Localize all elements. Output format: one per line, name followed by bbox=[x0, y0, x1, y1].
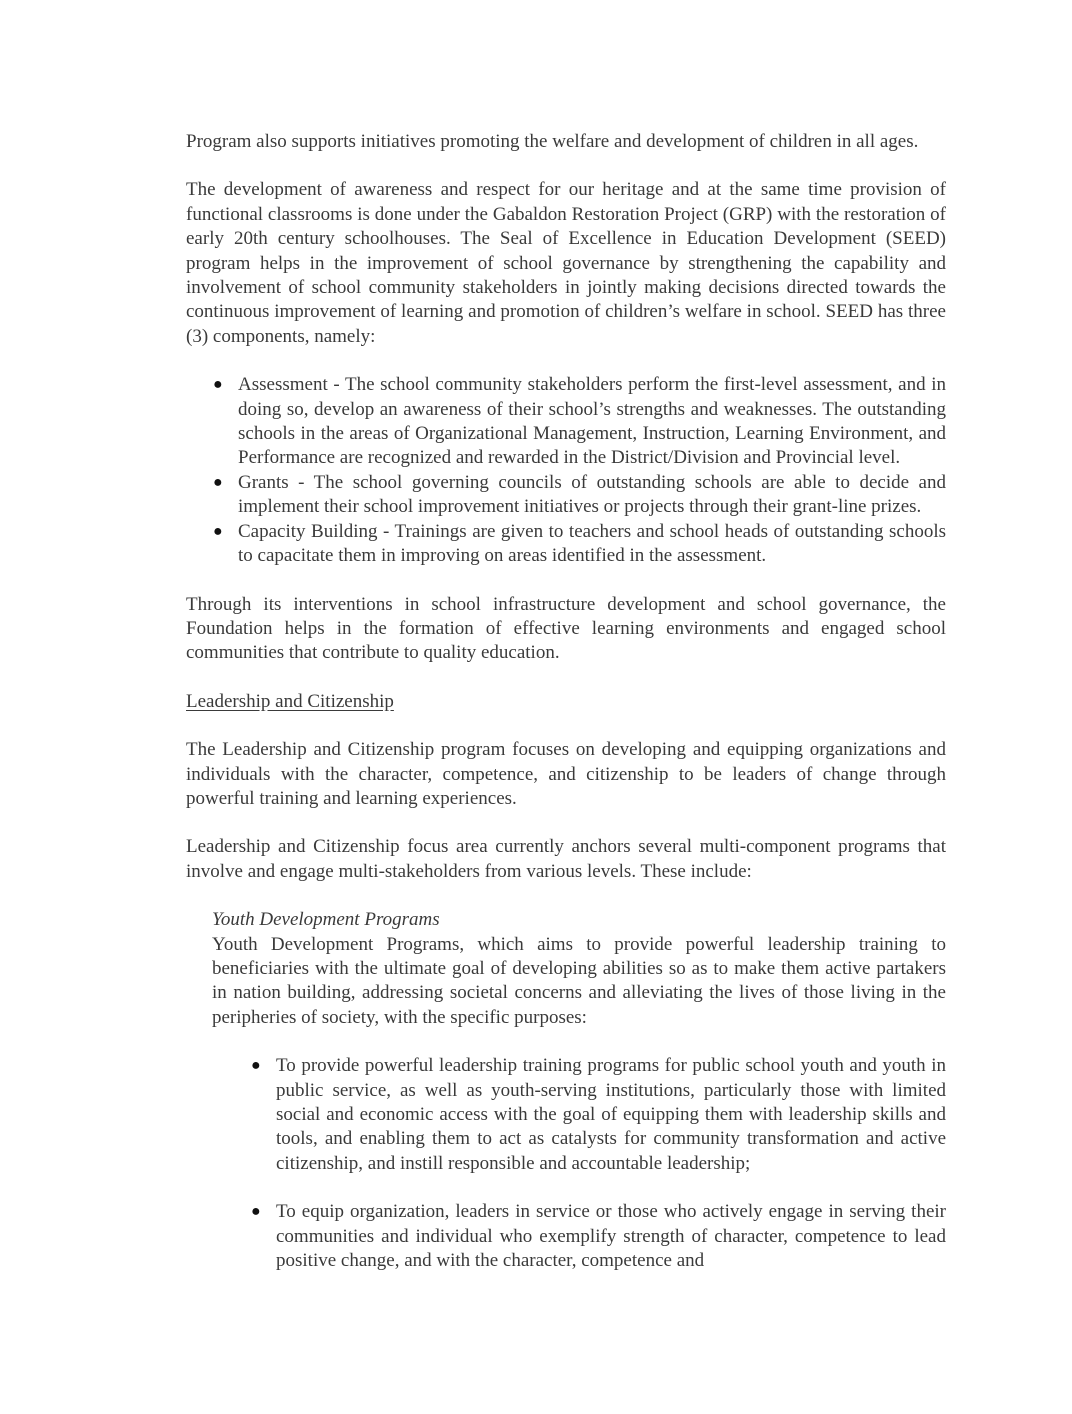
list-item-text: Assessment - The school community stakeholders perform the first-level assessment, and in doing so, develop an awareness of their school’s strengths and weaknesses. The outstanding schools in the areas of Organizational Management, Instruction, Learning Environment, and Performance are recognized and rewarded in the District/Division and Provincial level. bbox=[238, 374, 946, 469]
interventions-paragraph: Through its interventions in school infrastructure development and school governance, the Foundation helps in the formation of effective learning environments and engaged school communities that contribute to quality education. bbox=[186, 593, 946, 664]
list-item-assessment bbox=[213, 373, 946, 471]
bullet-icon: ● bbox=[213, 473, 223, 491]
bullet-icon: ● bbox=[213, 376, 223, 394]
youth-subheading: Youth Development Programs bbox=[212, 909, 440, 931]
list-item-text: Capacity Building - Trainings are given to teachers and school heads of outstanding schools to capacitate them in improving on areas identified in the assessment. bbox=[238, 520, 946, 567]
grp-seed-paragraph: The development of awareness and respect for our heritage and at the same time provision of functional classrooms is done under the Gabaldon Restoration Project (GRP) with the restoration of early 20th century schoolhouses. The Seal of Excellence in Education Development (SEED) program helps in the improvement of school governance by strengthening the capability and involvement of school community stakeholders in jointly making decisions directed towards the continuous improvement of learning and promotion of children’s welfare in school. SEED has three (3) components, namely: bbox=[186, 179, 946, 347]
youth-purposes-list bbox=[251, 1054, 946, 1273]
bullet-icon: ● bbox=[251, 1203, 261, 1221]
list-item-grants bbox=[213, 471, 946, 520]
bullet-icon: ● bbox=[251, 1057, 261, 1075]
list-item-text: To equip organization, leaders in service or those who actively engage in serving their communities and individual who exemplify strength of character, competence to lead positive change, and with the character, competence and bbox=[276, 1201, 946, 1272]
bullet-icon: ● bbox=[213, 522, 223, 540]
document-page bbox=[186, 130, 946, 1273]
list-item-capacity-building bbox=[213, 520, 946, 569]
section-heading-leadership: Leadership and Citizenship bbox=[186, 690, 394, 712]
leadership-paragraph: The Leadership and Citizenship program focuses on developing and equipping organizations and individuals with the character, competence, and citizenship to be leaders of change through powerful training and learning experiences. bbox=[186, 739, 946, 809]
list-item-text: To provide powerful leadership training programs for public school youth and youth in public service, as well as youth-serving institutions, particularly those with limited social and economic access with the goal of equipping them with leadership skills and tools, and enabling them to act as catalysts for community transformation and active citizenship, and instill responsible and accountable leadership; bbox=[276, 1055, 946, 1174]
youth-paragraph: Youth Development Programs, which aims to provide powerful leadership training to beneficiaries with the ultimate goal of developing abilities so as to make them active partakers in nation building, addressing societal concerns and alleviating the lives of those living in the peripheries of society, with the specific purposes: bbox=[212, 933, 946, 1028]
list-item-purpose bbox=[251, 1054, 946, 1176]
list-item-text: Grants - The school governing councils of outstanding schools are able to decide and implement their school improvement initiatives or projects through their grant-line prizes. bbox=[238, 471, 946, 518]
list-item-purpose bbox=[251, 1200, 946, 1273]
intro-continuation-paragraph: Program also supports initiatives promoting the welfare and development of children in all ages. bbox=[186, 131, 919, 152]
seed-components-list bbox=[213, 373, 946, 568]
focus-area-paragraph: Leadership and Citizenship focus area currently anchors several multi-component programs that involve and engage multi-stakeholders from various levels. These include: bbox=[186, 836, 946, 882]
